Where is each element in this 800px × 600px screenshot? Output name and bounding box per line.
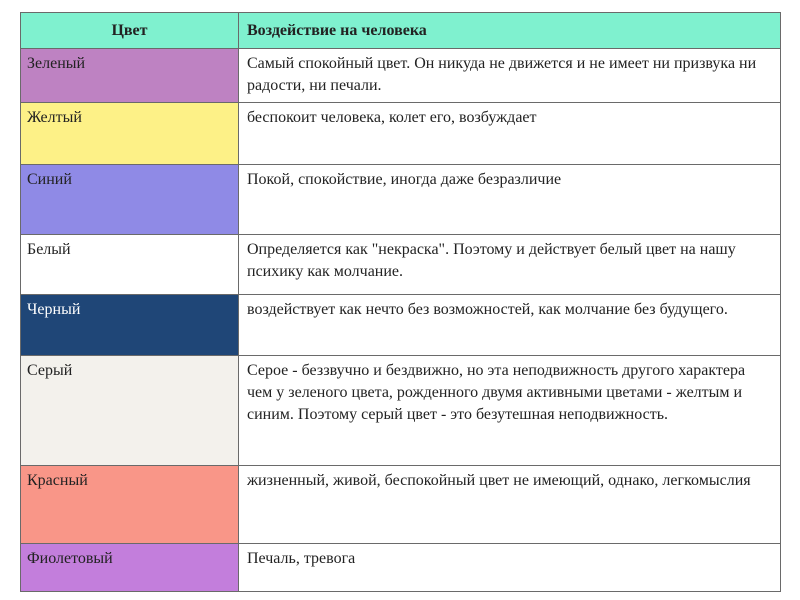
table-row xyxy=(21,103,781,165)
table-row xyxy=(21,355,781,465)
effect-cell: Покой, спокойствие, иногда даже безразличие xyxy=(239,165,781,235)
table-header-row xyxy=(21,13,781,49)
effect-cell: Печаль, тревога xyxy=(239,543,781,591)
effect-cell: Определяется как "некраска". Поэтому и действует белый цвет на нашу психику как молчание. xyxy=(239,235,781,295)
table-row xyxy=(21,543,781,591)
effect-cell: Самый спокойный цвет. Он никуда не движется и не имеет ни призвука ни радости, ни печали. xyxy=(239,49,781,103)
color-name-cell: Черный xyxy=(21,295,239,355)
color-name-cell: Синий xyxy=(21,165,239,235)
header-color: Цвет xyxy=(21,13,239,49)
color-name-cell: Фиолетовый xyxy=(21,543,239,591)
effect-cell: жизненный, живой, беспокойный цвет не имеющий, однако, легкомыслия xyxy=(239,465,781,543)
effect-cell: воздействует как нечто без возможностей, как молчание без будущего. xyxy=(239,295,781,355)
table-row xyxy=(21,295,781,355)
color-name-cell: Желтый xyxy=(21,103,239,165)
color-name-cell: Зеленый xyxy=(21,49,239,103)
color-name-cell: Красный xyxy=(21,465,239,543)
table-row xyxy=(21,165,781,235)
color-name-cell: Серый xyxy=(21,355,239,465)
table-row xyxy=(21,465,781,543)
color-effects-table-container xyxy=(20,12,780,592)
effect-cell: Серое - беззвучно и бездвижно, но эта неподвижность другого характера чем у зеленого цвета, рожденного двумя активными цветами - желтым и синим. Поэтому серый цвет - это безутешная неподвижность. xyxy=(239,355,781,465)
effect-cell: беспокоит человека, колет его, возбуждает xyxy=(239,103,781,165)
color-name-cell: Белый xyxy=(21,235,239,295)
header-effect: Воздействие на человека xyxy=(239,13,781,49)
table-row xyxy=(21,49,781,103)
color-effects-table xyxy=(20,12,781,592)
table-row xyxy=(21,235,781,295)
